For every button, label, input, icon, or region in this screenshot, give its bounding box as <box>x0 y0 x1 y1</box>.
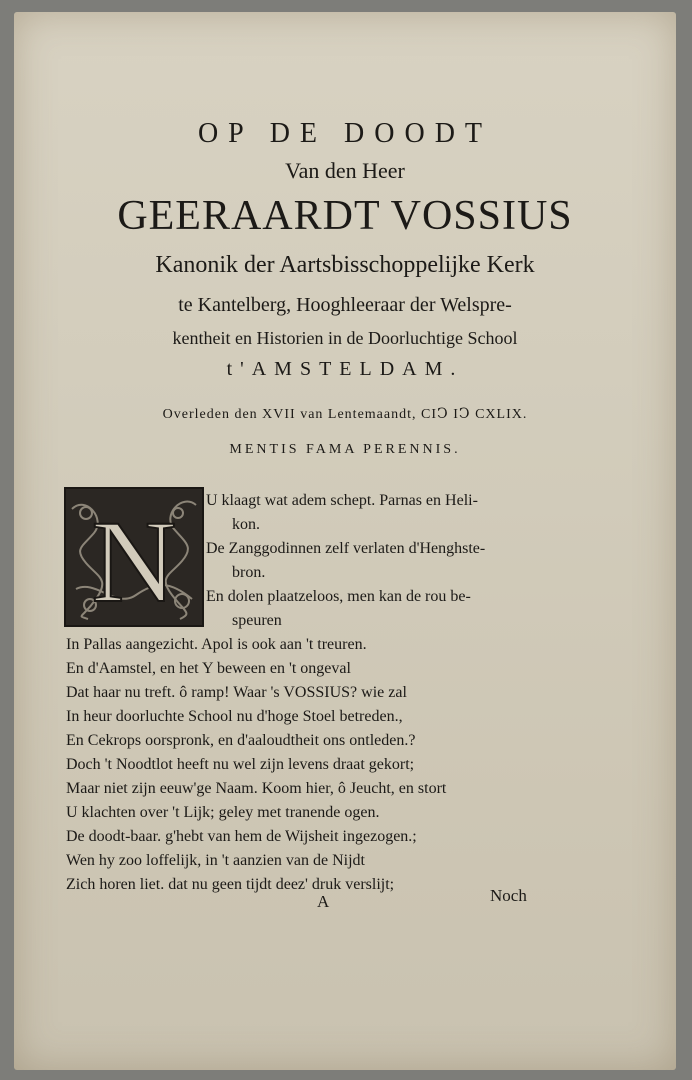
verse-line: En Cekrops oorspronk, en d'aaloudtheit ons ontleden.? <box>66 732 416 749</box>
verse-line: kon. <box>232 516 260 533</box>
verse-line: En dolen plaatzeloos, men kan de rou be- <box>206 588 471 605</box>
svg-text:N: N <box>91 496 177 625</box>
catchword: Noch <box>490 886 527 905</box>
title-description-3: kentheit en Historien in de Doorluchtige School <box>172 328 518 348</box>
verse-line: U klachten over 't Lijk; geley met tranende ogen. <box>66 804 380 821</box>
motto-line: MENTIS FAMA PERENNIS. <box>229 442 461 457</box>
verse-line: Dat haar nu treft. ô ramp! Waar 's VOSSIUS? wie zal <box>66 684 407 701</box>
signature-mark: A <box>317 892 330 911</box>
subtitle-line: Van den Heer <box>285 158 405 183</box>
city-line: t'AMSTELDAM. <box>226 358 464 380</box>
verse-line: speuren <box>232 612 282 629</box>
verse-line: bron. <box>232 564 266 581</box>
death-date-line: Overleden den XVII van Lentemaandt, CIↃ IↃ CXLIX. <box>162 407 528 422</box>
verse-line: De Zanggodinnen zelf verlaten d'Henghste- <box>206 540 486 557</box>
title-description-1: Kanonik der Aartsbisschoppelijke Kerk <box>155 252 535 278</box>
title-description-2: te Kantelberg, Hooghleeraar der Welspre- <box>178 294 512 316</box>
verse-line: De doodt-baar. g'hebt van hem de Wijsheit ingezogen.; <box>66 828 417 845</box>
title-line: OP DE DOODT <box>197 118 493 149</box>
honoree-name: GEERAARDT VOSSIUS <box>117 193 573 239</box>
verse-line: Maar niet zijn eeuw'ge Naam. Koom hier, ô Jeucht, en stort <box>66 780 447 797</box>
verse-line: In Pallas aangezicht. Apol is ook aan 't treuren. <box>66 636 367 653</box>
verse-line: En d'Aamstel, en het Y beween en 't ongeval <box>66 660 351 677</box>
paper-sheet <box>14 12 676 1070</box>
verse-line: Doch 't Noodtlot heeft nu wel zijn levens draat gekort; <box>66 756 415 773</box>
ornament-icon <box>66 489 202 625</box>
verse-line: U klaagt wat adem schept. Parnas en Heli- <box>206 492 478 509</box>
verse-line: Zich horen liet. dat nu geen tijdt deez' druk verslijt; <box>66 876 395 893</box>
verse-line: In heur doorluchte School nu d'hoge Stoel betreden., <box>66 708 403 725</box>
verse-line: Wen hy zoo loffelijk, in 't aanzien van de Nijdt <box>66 852 365 869</box>
decorated-initial <box>64 487 204 627</box>
